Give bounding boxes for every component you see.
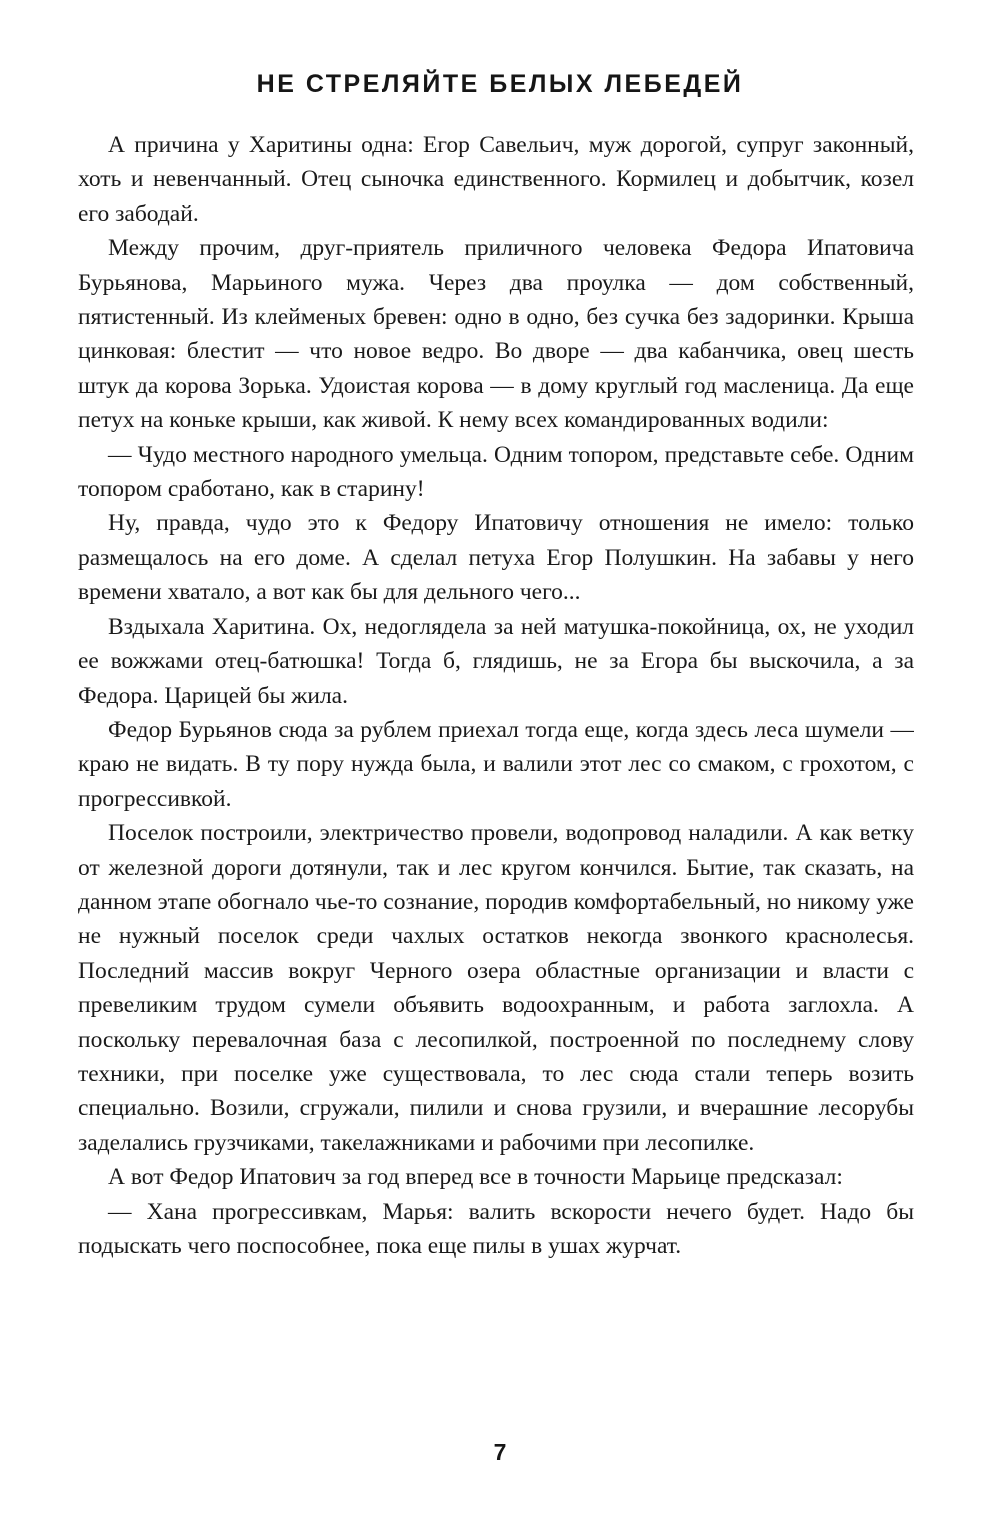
body-text [78, 128, 914, 1420]
page-number: 7 [493, 1439, 507, 1465]
body-paragraph-1: А причина у Харитины одна: Егор Савельич, муж дорогой, супруг законный, хоть и невенчанный. Отец сыночка единственного. Кормилец и добытчик, козел его забодай. [78, 132, 914, 227]
body-paragraph-6: Федор Бурьянов сюда за рублем приехал тогда еще, когда здесь леса шумели — краю не видать. В ту пору нужда была, и валили этот лес со смаком, с грохотом, с прогрессивкой. [78, 716, 914, 812]
body-paragraph-7: Поселок построили, электричество провели, водопровод наладили. А как ветку от железной дороги дотянули, так и лес кругом кончился. Бытие, так сказать, на данном этапе обогнало чье-то сознание, породив комфортабельный, но никому уже не нужный поселок среди чахлых остатков некогда звонкого краснолесья. Последний массив вокруг Черного озера областные организации и власти с превеликим трудом сумели объявить водоохранным, и работа заглохла. А поскольку перевалочная база с лесопилкой, построенной по последнему слову техники, при поселке уже существовала, то лес сюда стали теперь возить специально. Возили, сгружали, пилили и снова грузили, и вчерашние лесорубы заделались грузчиками, такелажниками и рабочими при лесопилке. [78, 820, 914, 1156]
body-paragraph-9: — Хана прогрессивкам, Марья: валить вскорости нечего будет. Надо бы подыскать чего поспособнее, пока еще пилы в ушах журчат. [78, 1198, 914, 1259]
body-paragraph-2: Между прочим, друг-приятель приличного человека Федора Ипатовича Бурьянова, Марьиного мужа. Через два проулка — дом собственный, пятистенный. Из клейменых бревен: одно в одно, без сучка без задоринки. Крыша цинковая: блестит — что новое ведро. Во дворе — два кабанчика, овец шесть штук да корова Зорька. Удоистая корова — в дому круглый год масленица. Да еще петух на коньке крыши, как живой. К нему всех командированных водили: [78, 235, 914, 434]
body-paragraph-3: — Чудо местного народного умельца. Одним топором, представьте себе. Одним топором сработано, как в старину! [78, 441, 914, 503]
chapter-title: НЕ СТРЕЛЯЙТЕ БЕЛЫХ ЛЕБЕДЕЙ [256, 70, 744, 98]
body-paragraph-5: Вздыхала Харитина. Ох, недоглядела за ней матушка-покойница, ох, не уходил ее вожжами отец-батюшка! Тогда б, глядишь, не за Егора бы выскочила, а за Федора. Царицей бы жила. [78, 613, 914, 709]
body-paragraph-4: Ну, правда, чудо это к Федору Ипатовичу отношения не имело: только размещалось на его доме. А сделал петуха Егор Полушкин. На забавы у него времени хватало, а вот как бы для дельного чего... [78, 510, 914, 606]
body-paragraph-8: А вот Федор Ипатович за год вперед все в точности Марьице предсказал: [108, 1164, 843, 1191]
